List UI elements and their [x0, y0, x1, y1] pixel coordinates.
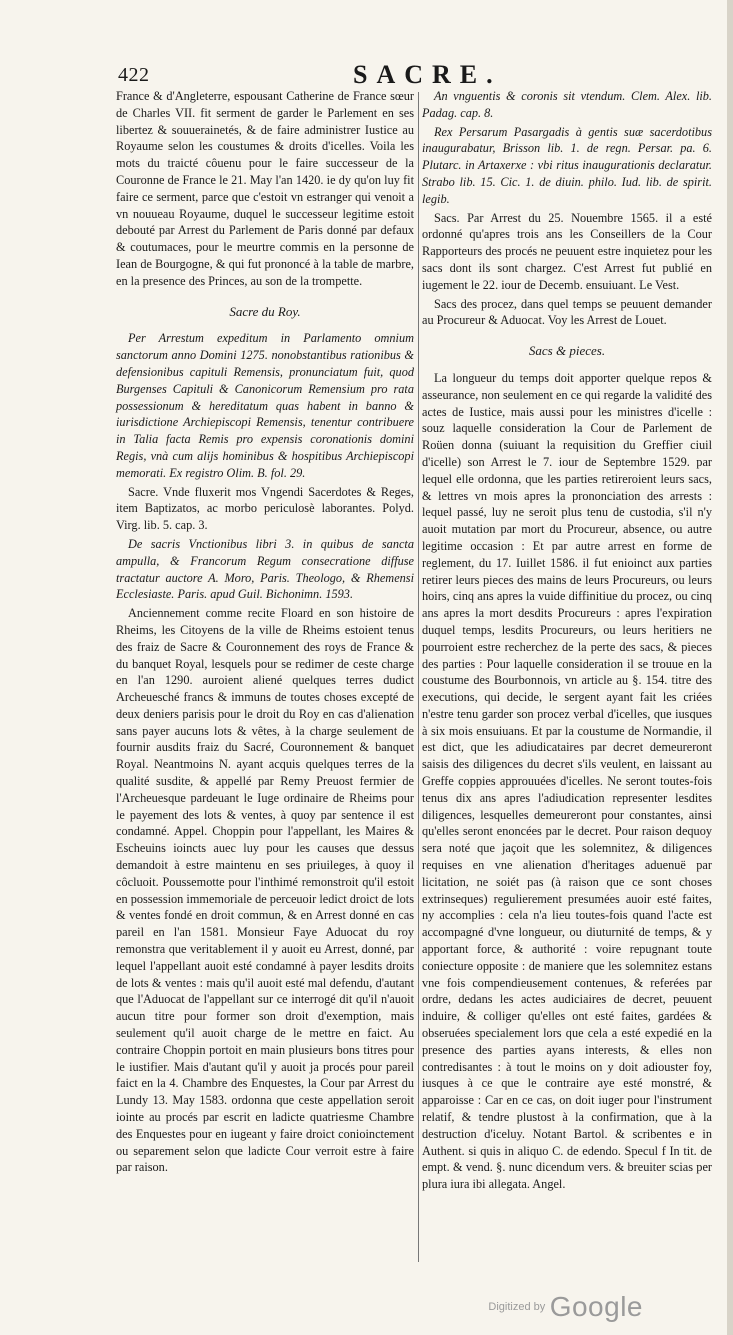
- column-divider: [418, 92, 419, 1262]
- page-edge: [727, 0, 733, 1335]
- digitized-credit: [488, 1291, 643, 1323]
- running-head: [118, 60, 718, 90]
- right-column: [422, 88, 712, 1195]
- paragraph: Sacs des procez, dans quel temps se peuuent demander au Procureur & Aduocat. Voy les Arrest de Louet.: [422, 296, 712, 328]
- paragraph: Rex Persarum Pasargadis à gentis suæ sacerdotibus inaugurabatur, Brisson lib. 1. de regn. Persar. pa. 6. Plutarc. in Artaxerxe : vbi ritus inaugurationis declaratur. Strabo lib. 15. Cic. 1. de diuin. philo. Iud. lib. de spirit. legib.: [422, 124, 712, 206]
- paragraph: Sacre. Vnde fluxerit mos Vngendi Sacerdotes & Reges, item Baptizatos, ac morbo periculosè laborantes. Polyd. Virg. lib. 5. cap. 3.: [116, 484, 414, 533]
- paragraph: Sacs. Par Arrest du 25. Nouembre 1565. il a esté ordonné qu'apres trois ans les Conseillers de la Cour Rapporteurs des procés ne peuuent estre inquietez pour les sacs dont ils sont chargez. C'est Arrest fut publié en iugement le 22. iour de Decemb. ensuiuant. Le Vest.: [422, 210, 712, 292]
- paragraph: Per Arrestum expeditum in Parlamento omnium sanctorum anno Domini 1275. nonobstantibus rationibus & defensionibus capituli Remensis, pronunciatum fuit, quod Burgenses Capituli & Canonicorum Remensium pro rata possessionum & hereditatum quas habent in banno & iurisdictione Archiepiscopi Remensis, tenentur contribuere in Talia facta Remis pro expensis coronationis domini Regis, vnà cum alijs hominibus & hospitibus Archiepiscopi memorati. Ex registro Olim. B. fol. 29.: [116, 331, 414, 480]
- page-number: 422: [118, 64, 150, 86]
- left-column: [116, 88, 414, 1178]
- running-title: SACRE.: [353, 60, 502, 89]
- paragraph: De sacris Vnctionibus libri 3. in quibus de sancta ampulla, & Francorum Regum consecratione diffuse tractatur auctore A. Moro, Paris. Theologo, & Rhemensi Ecclesiaste. Paris. apud Guil. Bichonimn. 1593.: [116, 536, 414, 602]
- paragraph: Anciennement comme recite Floard en son histoire de Rheims, les Citoyens de la ville de Rheims estoient tenus des fraiz de Sacre & Couronnement des roys de France & du banquet Royal, lesquels pour se redimer de ceste charge en l'an 1290. auroient aliené quelques terres dudict Archeuesché francs & immuns de toutes choses excepté de deux deniers parisis pour le droit du Roy en cas d'alienation sans payer aucuns lots & vêtes, à la charge seulement de fournir ausdits fraiz du Sacré, Couronnement & banquet Royal. Neantmoins N. ayant acquis quelques terres de la qualité susdite, & appellé par Remy Preuost fermier de l'Archeuesque pardeuant le Iuge ordinaire de Rheims pour le payement des lots & ventes, à quoy par sentence il est condamné. Appel. Choppin pour l'appellant, les Maires & Escheuins ioincts auec luy pour les causes que dessus demandoit à estre maintenu en ses priuileges, à quoy il côcluoit. Poussemotte pour l'inthimé remonstroit qu'il estoit en possession immemoriale de perceuoir ledict droict de lots & ventes fondé en droit commun, & en Arrest donné en cas pareil en l'an 1581. Monsieur Faye Aduocat du roy remonstra que veritablement il y auoit eu Arrest, donné, par lequel l'appellant auoit esté condamné à payer lesdits droits de lots & ventes : mais qu'il auoit esté mal defendu, d'autant que l'Aduocat de l'appellant sur ce interrogé dit qu'il n'auoit aucun titre pour former son droit d'exemption, mais seulement qu'il auoit charge de le mettre en faict. Au contraire Choppin portoit en main plusieurs bons titres pour le iustifier. Mais d'autant qu'il y auoit ja procés pour pareil faict en la 4. Chambre des Enquestes, la Cour par Arrest du Lundy 13. May 1583. ordonna que ceste appellation seroit iointe au procés par escrit en ladicte quatriesme Chambre des Enquestes pour en iugeant y faire droict conioinctement ou separement selon que ladicte Cour verroit estre à faire par raison.: [116, 606, 414, 1175]
- digitized-by-label: Digitized by: [488, 1301, 546, 1313]
- paragraph: La longueur du temps doit apporter quelque repos & asseurance, non seulement en ce qui regarde la validité des actes de Iustice, mais aussi pour les ministres d'icelle : souz laquelle consideration la Cour de Parlement de Roüen donna (suiuant la requisition du Greffier ciuil d'icelle) son Arrest le 7. iour de Septembre 1529. par lequel elle ordonna, que les parties retireroient leurs sacs, & lettres vn mois apres la prononciation des arrests : lequel passé, luy ne seroit plus tenu de custodia, s'il n'y auoit mutation par mort du Procureur, absence, ou autre legitime occasion : Et par autre arrest en forme de reglement, du 17. Iuillet 1586. il fut enioinct aux parties retirer leurs pieces des mains de leurs Procureurs, ou leurs hoirs, cinq ans apres la vuide diffinitiue du procez, ou cinq ans apres la mort desdits Procureurs : apres l'expiration duquel temps, lesdits Procureurs, ou leurs heritiers ne pourroient estre recherchez de la perte des sacs, & pieces des parties : Pour laquelle consideration il se trouue en la coustume des Bourbonnois, vn article au §. 154. titre des executions, qui decide, le sergent ayant fait les criées n'estre tenu garder son procez verbal d'icelles, que iusques à six mois ensuiuans. Et par la coustume de Normandie, il est dict, que les adiudicataires par decret demeureront saisis des diligences du decret s'ils veulent, en laissant au Greffe coppies approuuées d'icelles. Ne seront toutes-fois tenus dix ans apres l'adiudication representer lesdites diligences, lesquelles demeureront pour constantes, ainsi qu'elles seront enoncées par le decret. Pour raison dequoy sera noté que jaçoit que les solemnitez, & diligences requises en vne alienation d'heritages aduenuë par licitation, ne soiét pas (à raison que ce sont choses extrinseques) regulierement presumées auoir esté faites, ny accomplies : cela n'a lieu toutes-fois quand l'acte est accompagné d'vne longueur, ou diuturnité de temps, & y apportant force, & authorité : voire repugnant toute coniecture opposite : de maniere que les solemnitez estans vne fois compendieusement contenues, & referées par ordre, dedans les actes audiciaires de decret, peuuent induire, & colliger qu'elles ont esté faites, gardées & obseruées specialement lors que cela a esté expedié en la presence des parties ayans interests, & elles non contredisantes : à tout le moins on y doit adiouster foy, iusques à ce que le contraire aye esté monstré, & apparoisse : Car en ce cas, on doit iuger pour l'instrument relatif, & tendre plustost à la confirmation, que à la destruction d'iceluy. Notant Bartol. & scribentes e in Authent. si quis in aliquo C. de edendo. Specul f In tit. de empt. & vend. §. nunc dicendum vers. & breuiter scias per plura iura ibi allegata. Angel.: [422, 370, 712, 1192]
- section-heading: Sacs & pieces.: [528, 343, 606, 359]
- paragraph: France & d'Angleterre, espousant Catherine de France sœur de Charles VII. fit serment de garder le Parlement en ses libertez & souuerainetés, & de faire administrer Iustice au Royaume selon les coustumes & droits d'icelles. Voila les mots du traicté côuenu pour le faire successeur de la Couronne de France le 21. May l'an 1420. ie dy qu'on luy fit faire ce serment, parce que c'estoit vn estranger qui venoit a vn nouueau Royaume, duquel le successeur legitime estoit debouté par Arrest du Parlement de Paris donné par defaux & coutumaces, pour le meurtre commis en la personne de Iean de Bourgogne, & qui fut prononcé à la table de marbre, en la presence des Princes, au son de la trompette.: [116, 89, 414, 288]
- paragraph: An vnguentis & coronis sit vtendum. Clem. Alex. lib. Padag. cap. 8.: [422, 89, 712, 120]
- google-logo: Google: [549, 1291, 643, 1322]
- section-heading: Sacre du Roy.: [229, 303, 301, 319]
